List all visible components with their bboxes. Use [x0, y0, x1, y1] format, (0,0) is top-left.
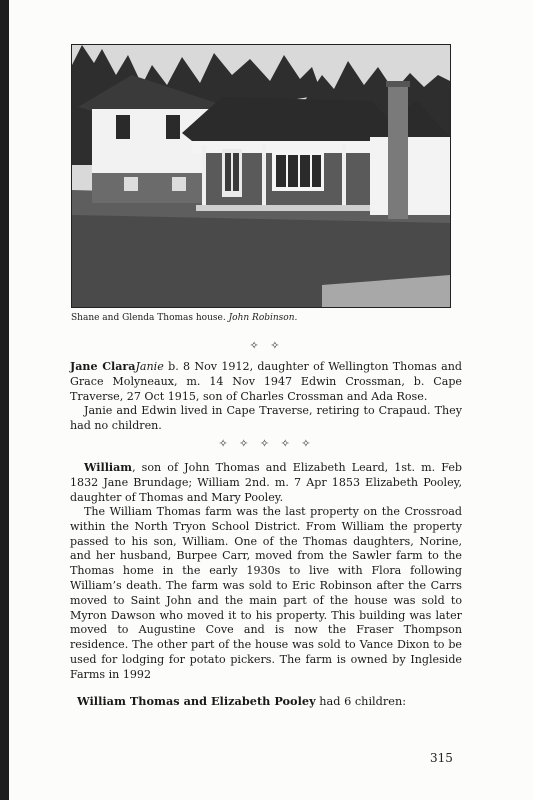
children-heading	[77, 694, 477, 709]
william-farm-paragraph: The William Thomas farm was the last property on the Crossroad within the North Tryon School District. From William the property passed to his son, William. One of the Thomas daughters, Norine, and her husband, Burpee Carr, moved from the Sawler farm to the Thomas home in the early 1930s to live with Flora following William’s death. The farm was sold to Eric Robinson after the Carrs moved to Saint John and the main part of the house was sold to Myron Dawson who moved it to his property. This building was later moved to Augustine Cove and is now the Fraser Thompson residence. The other part of the house was sold to Vance Dixon to be used for lodging for potato pickers. The farm is owned by Ingleside Farms in 1992	[70, 505, 462, 681]
photo-caption	[71, 313, 471, 323]
jane-paragraph: Janie and Edwin lived in Cape Traverse, retiring to Crapaud. They had no children.	[70, 404, 462, 432]
jane-name: Jane Clara	[70, 360, 136, 373]
page-number: 315	[430, 751, 453, 765]
william-name: William	[84, 461, 133, 474]
caption-text: Shane and Glenda Thomas house.	[71, 313, 229, 323]
william-entry-text: , son of John Thomas and Elizabeth Leard, 1st. m. Feb 1832 Jane Brundage; William 2nd. m. 7 Apr 1853 Elizabeth Pooley, daughter of Thomas and Mary Pooley.	[70, 461, 462, 504]
section-ornament: ✧ ✧ ✧ ✧ ✧	[218, 437, 315, 450]
book-spine-edge	[0, 0, 9, 800]
children-text: had 6 children:	[315, 695, 407, 708]
jane-nickname: Janie	[135, 360, 164, 373]
section-ornament: ✧ ✧	[249, 339, 284, 352]
house-photo	[71, 44, 451, 308]
jane-entry-text: b. 8 Nov 1912, daughter of Wellington Thomas and Grace Molyneaux, m. 14 Nov 1947 Edwin Crossman, b. Cape Traverse, 27 Oct 1915, son of Charles Crossman and Ada Rose.	[70, 360, 462, 403]
william-entry	[70, 461, 462, 505]
jane-entry	[70, 360, 462, 404]
children-parents: William Thomas and Elizabeth Pooley	[77, 694, 316, 708]
caption-credit: John Robinson.	[228, 313, 298, 323]
